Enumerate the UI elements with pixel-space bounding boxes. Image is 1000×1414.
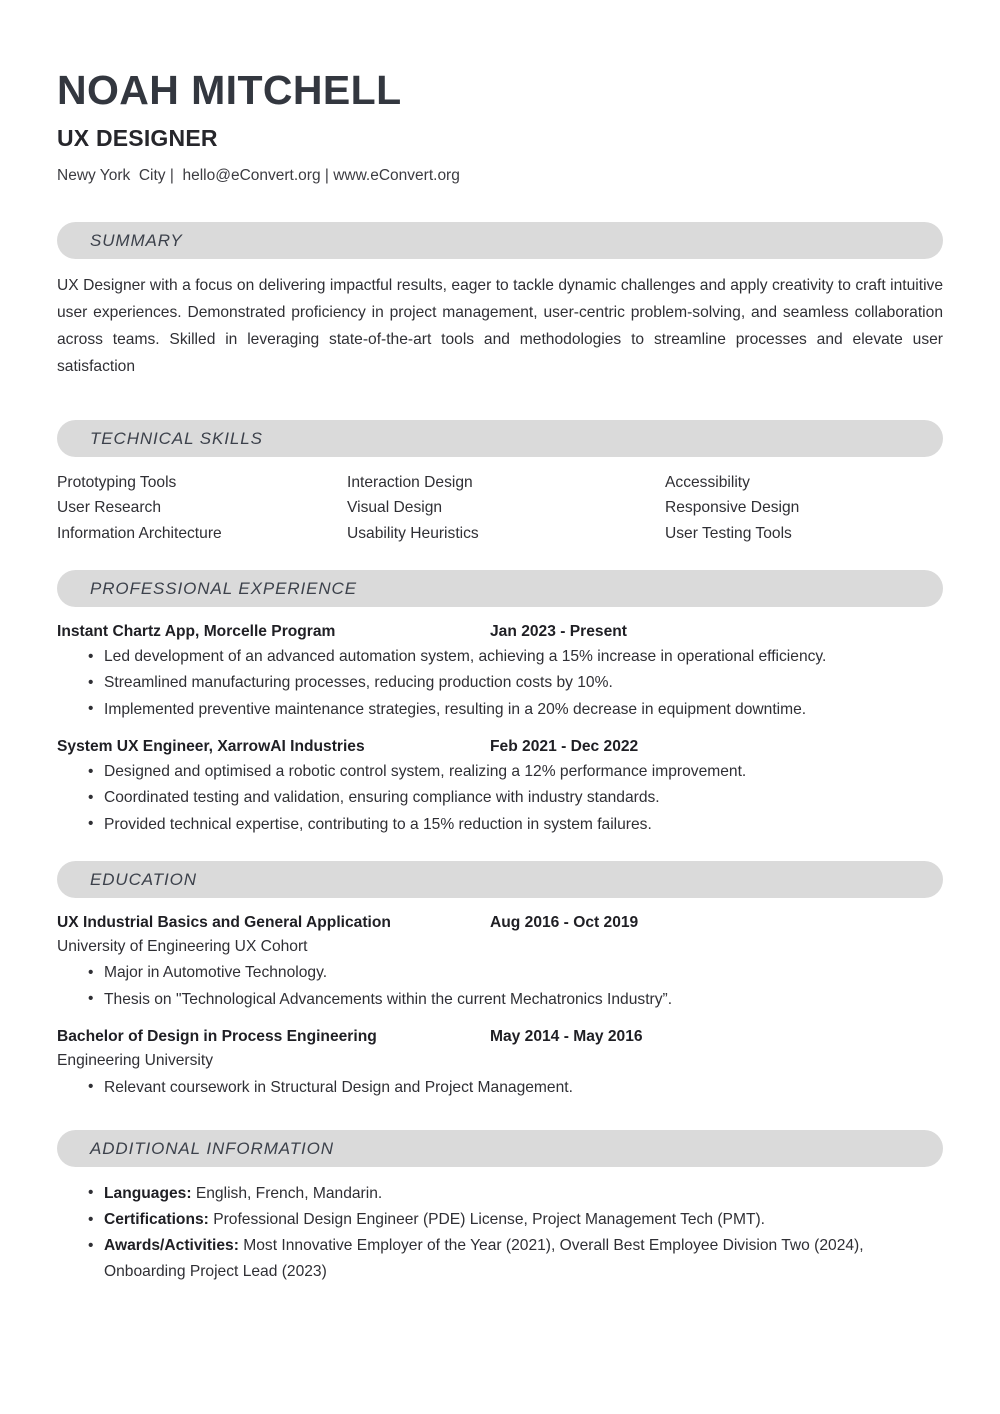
education-bullets — [57, 960, 943, 1012]
skill-item: User Testing Tools — [665, 524, 792, 542]
bullet-item: • Led development of an advanced automation system, achieving a 15% increase in operational efficiency. — [88, 644, 943, 669]
education-institution: Engineering University — [57, 1052, 214, 1070]
experience-bullets — [57, 759, 943, 837]
experience-bullets — [57, 644, 943, 722]
experience-entry-head — [57, 737, 943, 757]
bullet-item: • Thesis on "Technological Advancements within the current Mechatronics Industry”. — [88, 987, 943, 1012]
experience-entry-head — [57, 622, 943, 642]
skill-item: Prototyping Tools — [57, 474, 177, 491]
bullet-item: • Designed and optimised a robotic control system, realizing a 12% performance improvement. — [88, 759, 943, 784]
experience-title: Instant Chartz App, Morcelle Program — [57, 622, 336, 640]
spacer — [57, 546, 943, 570]
bullet-item — [88, 1207, 943, 1232]
section-education — [57, 861, 943, 1100]
additional-information-list — [57, 1181, 943, 1284]
education-entry — [57, 913, 943, 1012]
skill-item: Accessibility — [665, 474, 750, 491]
skills-column-2 — [347, 470, 665, 546]
skill-item: Interaction Design — [347, 474, 473, 491]
skill-item: Usability Heuristics — [347, 524, 479, 542]
section-header-technical-skills — [57, 420, 943, 457]
additional-info-label: Languages: — [104, 1184, 192, 1202]
section-professional-experience — [57, 570, 943, 837]
section-header-education — [57, 861, 943, 898]
skill-item: Visual Design — [347, 499, 443, 517]
spacer — [57, 185, 943, 222]
section-header-summary — [57, 222, 943, 259]
bullet-item: • Streamlined manufacturing processes, reducing production costs by 10%. — [88, 670, 943, 695]
section-title-summary: SUMMARY — [90, 231, 183, 251]
section-summary — [57, 222, 943, 380]
section-header-additional-information — [57, 1130, 943, 1167]
skills-column-1 — [57, 470, 347, 546]
additional-info-value: Professional Design Engineer (PDE) License, Project Management Tech (PMT). — [213, 1211, 765, 1229]
section-title-additional-information: ADDITIONAL INFORMATION — [90, 1138, 334, 1158]
additional-info-value: English, French, Mandarin. — [195, 1184, 383, 1202]
skill-item: Information Architecture — [57, 524, 222, 542]
education-institution: University of Engineering UX Cohort — [57, 938, 308, 956]
education-bullets — [57, 1075, 943, 1100]
additional-info-value: Most Innovative Employer of the Year (2021), Overall Best Employee Division Two (2024), Onboarding Project Lead (2023) — [104, 1237, 864, 1280]
bullet-item: • Implemented preventive maintenance strategies, resulting in a 20% decrease in equipment downtime. — [88, 697, 943, 722]
education-dates: Aug 2016 - Oct 2019 — [490, 913, 639, 931]
additional-info-label: Certifications: — [104, 1211, 209, 1229]
bullet-item: • Provided technical expertise, contributing to a 15% reduction in system failures. — [88, 812, 943, 837]
education-title: Bachelor of Design in Process Engineering — [57, 1027, 377, 1045]
skill-item: Responsive Design — [665, 499, 800, 517]
education-entry-head — [57, 913, 943, 933]
section-title-technical-skills: TECHNICAL SKILLS — [90, 429, 263, 448]
section-technical-skills — [57, 420, 943, 546]
spacer — [57, 837, 943, 861]
education-dates: May 2014 - May 2016 — [490, 1027, 643, 1045]
section-title-professional-experience: PROFESSIONAL EXPERIENCE — [90, 578, 357, 598]
spacer — [57, 396, 943, 420]
experience-dates: Jan 2023 - Present — [490, 622, 627, 640]
education-entry — [57, 1027, 943, 1100]
bullet-item — [88, 1233, 943, 1284]
bullet-item: • Coordinated testing and validation, ensuring compliance with industry standards. — [88, 785, 943, 810]
skills-grid — [57, 470, 943, 546]
bullet-item: • Major in Automotive Technology. — [88, 960, 943, 985]
additional-info-label: Awards/Activities: — [104, 1237, 239, 1255]
contact-line: Newy York City | hello@eConvert.org | www.eConvert.org — [57, 166, 460, 184]
experience-dates: Feb 2021 - Dec 2022 — [490, 737, 639, 755]
candidate-name: NOAH MITCHELL — [57, 67, 402, 113]
section-additional-information — [57, 1130, 943, 1284]
skills-column-3 — [665, 470, 943, 546]
summary-paragraph: UX Designer with a focus on delivering impactful results, eager to tackle dynamic challenges and apply creativity to craft intuitive user experiences. Demonstrated proficiency in project management, user-centric problem-solving, and seamless collaboration across teams. Skilled in leveraging state-of-the-art tools and methodologies to streamline processes and elevate user satisfaction — [57, 277, 943, 375]
bullet-item — [88, 1181, 943, 1206]
resume-header — [57, 0, 943, 185]
spacer — [57, 1100, 943, 1130]
experience-entry — [57, 622, 943, 722]
section-title-education: EDUCATION — [90, 869, 197, 889]
candidate-job-title: UX DESIGNER — [57, 125, 218, 152]
experience-entry — [57, 737, 943, 837]
education-entry-head — [57, 1027, 943, 1047]
section-header-professional-experience — [57, 570, 943, 607]
bullet-item: • Relevant coursework in Structural Design and Project Management. — [88, 1075, 943, 1100]
education-title: UX Industrial Basics and General Application — [57, 913, 391, 931]
experience-title: System UX Engineer, XarrowAI Industries — [57, 737, 365, 755]
skill-item: User Research — [57, 499, 161, 517]
